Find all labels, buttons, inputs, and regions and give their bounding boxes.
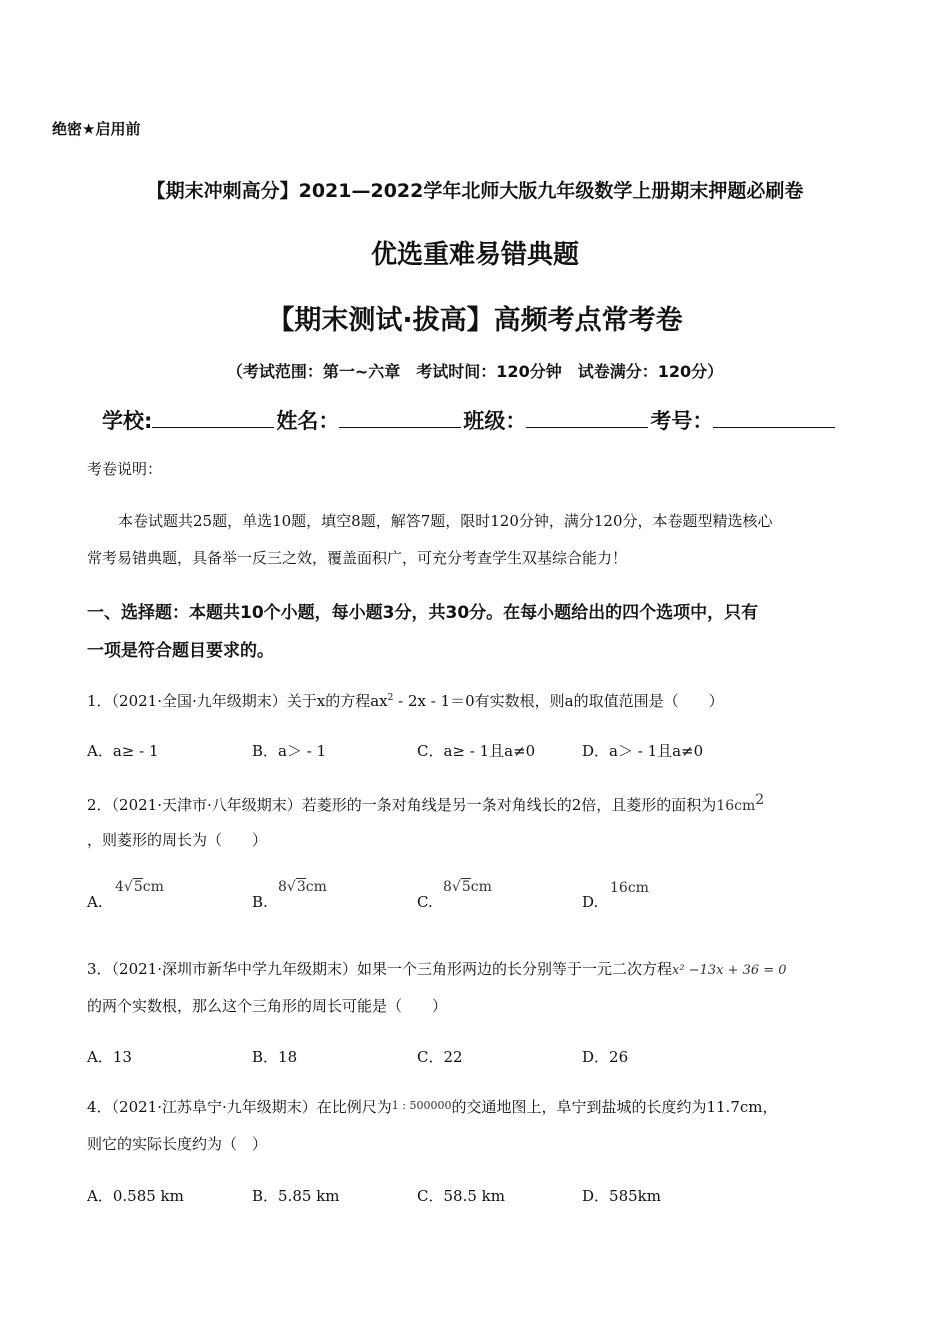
question-4-option-d[interactable]: D．585km — [582, 1187, 661, 1205]
class-blank[interactable] — [526, 407, 648, 428]
question-4-stem — [87, 1096, 778, 1117]
question-1-option-c[interactable]: C．a≥ - 1且a≠0 — [417, 742, 536, 760]
page-title: 【期末测试·拔高】高频考点常考卷 — [267, 305, 683, 336]
question-2-option-b[interactable] — [252, 879, 327, 911]
question-4-option-a[interactable]: A．0.585 km — [87, 1187, 184, 1205]
question-2-text-a: 2．（2021·天津市·八年级期末）若菱形的一条对角线是另一条对角线长的2倍，且菱形的面积为 — [87, 796, 717, 814]
question-4-stem-line-2: 则它的实际长度约为（ ） — [87, 1135, 268, 1153]
question-3-option-c[interactable]: C．22 — [417, 1048, 463, 1066]
class-label: 班级： — [463, 409, 527, 433]
question-1-option-a[interactable]: A．a≥ - 1 — [87, 742, 159, 760]
secret-label: 绝密★启用前 — [52, 120, 141, 138]
option-letter: B. — [252, 893, 268, 911]
question-1-option-d[interactable]: D．a＞ - 1且a≠0 — [582, 742, 704, 760]
question-4-option-b[interactable]: B．5.85 km — [252, 1187, 340, 1205]
number-blank[interactable] — [713, 407, 835, 428]
question-3-stem-line-2: 的两个实数根，那么这个三角形的周长可能是（ ） — [87, 997, 448, 1015]
question-3-option-d[interactable]: D．26 — [582, 1048, 629, 1066]
option-letter: D. — [582, 893, 599, 911]
option-math: 8√5cm — [443, 879, 492, 895]
question-3-option-b[interactable]: B．18 — [252, 1048, 298, 1066]
option-math: 4√5cm — [115, 879, 164, 895]
question-1-text-a: 1．（2021·全国·九年级期末）关于x的方程ax — [87, 692, 388, 710]
question-4-scale: 1 : 500000 — [391, 1099, 452, 1112]
option-math: 16cm — [610, 880, 649, 896]
option-math: 8√3cm — [278, 879, 327, 895]
subtitle: 优选重难易错典题 — [370, 240, 579, 270]
question-4-text-b: 的交通地图上，阜宁到盐城的长度约为11.7cm， — [451, 1098, 778, 1116]
question-1-option-b[interactable]: B．a＞ - 1 — [252, 742, 327, 760]
question-1-stem — [87, 690, 724, 711]
school-blank[interactable] — [152, 407, 274, 428]
question-1-exponent: 2 — [387, 693, 394, 703]
question-2-math: 16cm — [716, 798, 756, 814]
question-2-option-d[interactable] — [582, 880, 649, 911]
question-3-stem — [87, 958, 787, 979]
question-2-option-a[interactable] — [87, 879, 164, 911]
student-info-fields — [102, 405, 837, 435]
question-4-option-c[interactable]: C．58.5 km — [417, 1187, 505, 1205]
question-4-text-a: 4．（2021·江苏阜宁·九年级期末）在比例尺为 — [87, 1098, 392, 1116]
exam-info: （考试范围：第一~六章 考试时间：120分钟 试卷满分：120分） — [226, 362, 724, 381]
option-letter: A. — [87, 893, 103, 911]
option-letter: C. — [417, 893, 433, 911]
question-2-stem-line-2: ，则菱形的周长为（ ） — [87, 831, 268, 849]
school-label: 学校: — [102, 409, 153, 433]
question-2-option-c[interactable] — [417, 879, 492, 911]
section-heading-line-1: 一、选择题：本题共10个小题，每小题3分，共30分。在每小题给出的四个选项中，只有 — [87, 603, 759, 623]
intro-line-1: 本卷试题共25题，单选10题，填空8题，解答7题，限时120分钟，满分120分，本卷题型精选核心 — [118, 512, 773, 530]
question-2-stem — [87, 792, 764, 815]
question-1-text-b: - 2x - 1＝0有实数根，则a的取值范围是（ ） — [393, 692, 724, 710]
question-3-option-a[interactable]: A．13 — [87, 1048, 132, 1066]
series-title: 【期末冲刺高分】2021—2022学年北师大版九年级数学上册期末押题必刷卷 — [146, 180, 804, 202]
intro-label: 考卷说明： — [87, 460, 163, 478]
question-3-equation: x² −13x + 36 = 0 — [672, 963, 787, 978]
intro-line-2: 常考易错典题，具备举一反三之效，覆盖面积广，可充分考查学生双基综合能力！ — [87, 549, 628, 567]
question-3-text-a: 3．（2021·深圳市新华中学九年级期末）如果一个三角形两边的长分别等于一元二次方程 — [87, 960, 672, 978]
question-2-exponent: 2 — [755, 792, 765, 808]
name-blank[interactable] — [339, 407, 461, 428]
name-label: 姓名： — [276, 409, 340, 433]
number-label: 考号： — [650, 409, 714, 433]
section-heading-line-2: 一项是符合题目要求的。 — [87, 641, 274, 661]
